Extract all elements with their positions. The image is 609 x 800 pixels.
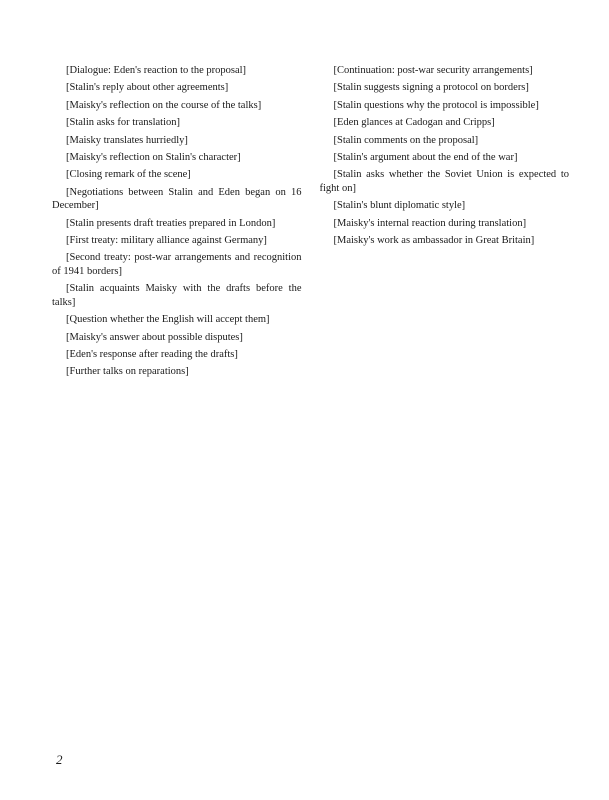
paragraph: [Question whether the English will accept them] xyxy=(66,314,270,326)
paragraph: [First treaty: military alliance against Germany] xyxy=(66,235,267,247)
text-columns xyxy=(52,64,569,754)
paragraph: [Stalin acquaints Maisky with the drafts before the talks] xyxy=(52,283,302,308)
paragraph: [Stalin's blunt diplomatic style] xyxy=(333,200,466,212)
paragraph: [Negotiations between Stalin and Eden began on 16 December] xyxy=(52,186,302,212)
paragraph: [Stalin asks whether the Soviet Union is expected to fight on] xyxy=(319,169,569,194)
paragraph: [Further talks on reparations] xyxy=(66,366,189,378)
paragraph: [Stalin asks for translation] xyxy=(66,117,181,129)
paragraph: [Maisky's work as ambassador in Great Britain] xyxy=(333,235,535,247)
paragraph: [Stalin's reply about other agreements] xyxy=(66,82,229,94)
paragraph: [Maisky's internal reaction during translation] xyxy=(333,217,527,229)
paragraph: [Maisky's reflection on the course of the talks] xyxy=(66,99,262,111)
page-number: 2 xyxy=(56,752,63,767)
paragraph: [Maisky's answer about possible disputes] xyxy=(66,331,243,343)
paragraph: [Stalin presents draft treaties prepared in London] xyxy=(66,217,276,229)
paragraph: [Stalin's argument about the end of the war] xyxy=(333,152,518,164)
paragraph: [Second treaty: post-war arrangements and recognition of 1941 borders] xyxy=(52,252,302,277)
paragraph: [Stalin suggests signing a protocol on borders] xyxy=(333,82,529,94)
right-column xyxy=(320,64,570,754)
paragraph: [Closing remark of the scene] xyxy=(66,169,191,181)
paragraph: [Eden glances at Cadogan and Cripps] xyxy=(333,117,495,129)
paragraph: [Stalin questions why the protocol is impossible] xyxy=(333,99,539,111)
paragraph: [Maisky's reflection on Stalin's character] xyxy=(66,152,241,164)
paragraph: [Continuation: post-war security arrangements] xyxy=(333,65,533,76)
left-column xyxy=(52,64,302,754)
paragraph: [Dialogue: Eden's reaction to the proposal] xyxy=(66,65,247,76)
paragraph: [Maisky translates hurriedly] xyxy=(66,134,188,146)
paragraph: [Eden's response after reading the drafts] xyxy=(66,348,238,360)
paragraph: [Stalin comments on the proposal] xyxy=(333,134,479,146)
